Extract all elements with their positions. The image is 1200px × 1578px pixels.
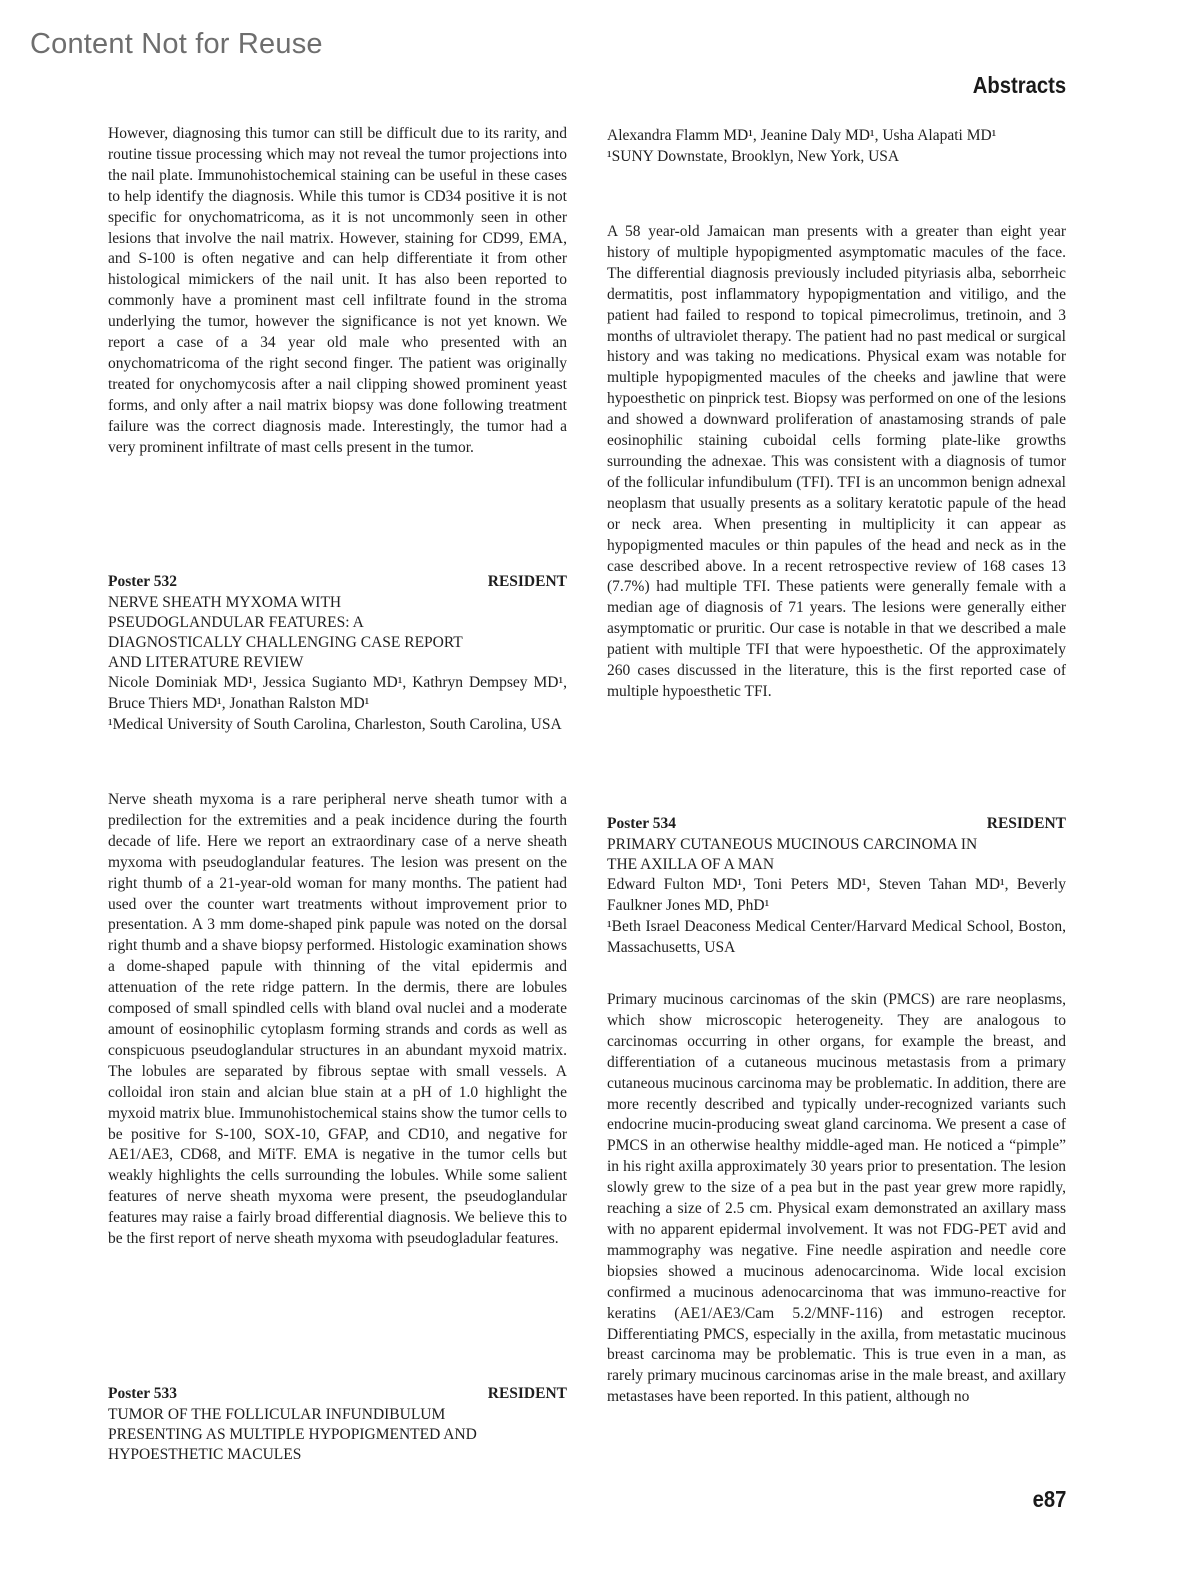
watermark: Content Not for Reuse [30, 28, 323, 60]
poster-header [108, 572, 567, 593]
title-line: PSEUDOGLANDULAR FEATURES: A [108, 613, 364, 631]
abstract-paragraph: Primary mucinous carcinomas of the skin (PMCS) are rare neoplasms, which show microscopic heterogeneity. They are analogous to carcinomas occurring in other organs, for example the breast, and differentiation of a cutaneous mucinous metastasis from a primary cutaneous mucinous carcinoma may be problematic. In addition, there are more recently described and typically under-recognized variants such endocrine mucin-producing sweat gland carcinoma. We present a case of PMCS in an otherwise healthy middle-aged man. He noticed a “pimple” in his right axilla approximately 30 years prior to presentation. The lesion slowly grew to the size of a pea but in the past year grew more rapidly, reaching a size of 2.5 cm. Physical exam demonstrated an axillary mass with no apparent epidermal involvement. It was not FDG-PET avid and mammography was negative. Fine needle aspiration and needle core biopsies showed a mucinous adenocarcinoma. Wide local excision confirmed a mucinous adenocarcinoma that was immuno-reactive for keratins (AE1/AE3/Cam 5.2/MNF-116) and estrogen receptor. Differentiating PMCS, especially in the axilla, from metastatic mucinous breast carcinoma may be problematic. This is true even in a man, as rarely primary mucinous carcinomas arise in the male breast, and axillary metastases have been reported. In this patient, although no [607, 991, 1066, 1406]
authors: Nicole Dominiak MD¹, Jessica Sugianto MD¹, Kathryn Dempsey MD¹, Bruce Thiers MD¹, Jonathan Ralston MD¹ [108, 673, 567, 712]
title-line: DIAGNOSTICALLY CHALLENGING CASE REPORT [108, 633, 463, 651]
poster-label: Poster 532 [108, 573, 178, 590]
continued-abstract [108, 124, 567, 459]
section-header: Abstracts [972, 72, 1066, 98]
abstract-title [607, 835, 1066, 875]
authors: Alexandra Flamm MD¹, Jeanine Daly MD¹, Usha Alapati MD¹ [607, 127, 997, 144]
affiliation: ¹Beth Israel Deaconess Medical Center/Harvard Medical School, Boston, Massachusetts, USA [607, 917, 1066, 956]
authors: Edward Fulton MD¹, Toni Peters MD¹, Steven Tahan MD¹, Beverly Faulkner Jones MD, PhD¹ [607, 875, 1066, 914]
poster-label: Poster 534 [607, 815, 677, 832]
poster-533-continued [607, 126, 1066, 168]
abstract-title [108, 1405, 567, 1465]
title-line: THE AXILLA OF A MAN [607, 855, 775, 873]
poster-header [108, 1384, 567, 1405]
poster-label: Poster 533 [108, 1385, 178, 1402]
affiliation: ¹Medical University of South Carolina, Charleston, South Carolina, USA [108, 715, 562, 733]
affiliation: ¹SUNY Downstate, Brooklyn, New York, USA [607, 147, 900, 165]
resident-badge: RESIDENT [487, 1385, 567, 1402]
title-line: NERVE SHEATH MYXOMA WITH [108, 593, 342, 611]
poster-533-body [607, 222, 1066, 703]
resident-badge: RESIDENT [487, 573, 567, 590]
title-line: HYPOESTHETIC MACULES [108, 1445, 302, 1463]
poster-533 [108, 1384, 567, 1465]
abstract-title [108, 593, 567, 673]
title-line: PRESENTING AS MULTIPLE HYPOPIGMENTED AND [108, 1425, 477, 1443]
abstract-paragraph: Nerve sheath myxoma is a rare peripheral nerve sheath tumor with a predilection for the extremities and a peak incidence during the fourth decade of life. Here we report an extraordinary case of a nerve sheath myxoma with pseudoglandular features. The lesion was present on the right thumb of a 21-year-old woman for many months. The patient had used over the counter wart treatments without improvement prior to presentation. A 3 mm dome-shaped pink papule was noted on the dorsal right thumb and a shave biopsy performed. Histologic examination shows a dome-shaped papule with thinning of the vital epidermis and attenuation of the rete ridge pattern. In the dermis, there are lobules composed of small spindled cells with bland oval nuclei and a moderate amount of eosinophilic cytoplasm forming strands and cords as well as conspicuous pseudoglandular structures in an abundant myxoid matrix. The lobules are separated by fibrous septae with small vessels. A colloidal iron stain and alcian blue stain at a pH of 1.0 highlight the myxoid matrix blue. Immunohistochemical stains show the tumor cells to be positive for S-100, SOX-10, GFAP, and CD10, and negative for AE1/AE3, CD68, and MiTF. EMA is negative in the tumor cells but weakly highlights the cells surrounding the lobules. While some salient features of nerve sheath myxoma were present, the pseudoglandular features may raise a fairly broad differential diagnosis. We believe this to be the first report of nerve sheath myxoma with pseudogladular features. [108, 791, 567, 1248]
poster-534 [607, 814, 1066, 959]
poster-532-body [108, 790, 567, 1250]
abstract-paragraph: However, diagnosing this tumor can still be difficult due to its rarity, and routine tissue processing which may not reveal the tumor projections into the nail plate. Immunohistochemical staining can be useful in these cases to help identify the diagnosis. While this tumor is CD34 positive it is not specific for onychomatricoma, as it is not uncommonly seen in other lesions that involve the nail matrix. However, staining for CD99, EMA, and S-100 is often negative and can help differentiate it from other histological mimickers of the nail unit. It has also been reported to commonly have a prominent mast cell infiltrate found in the stroma underlying the tumor, however the significance is not yet known. We report a case of a 34 year old male who presented with an onychomatricoma of the right second finger. The patient was originally treated for onychomycosis after a nail clipping showed prominent yeast forms, and only after a nail matrix biopsy was done following treatment failure was the correct diagnosis made. Interestingly, the tumor had a very prominent infiltrate of mast cells present in the tumor. [108, 125, 567, 456]
abstract-paragraph: A 58 year-old Jamaican man presents with a greater than eight year history of multiple hypopigmented asymptomatic macules of the face. The differential diagnosis previously included pityriasis alba, seborrheic dermatitis, post inflammatory hypopigmentation and vitiligo, and the patient had failed to respond to topical pimecrolimus, tretinoin, and 3 months of ultraviolet therapy. The patient had no past medical or surgical history and was taking no medications. Physical exam was notable for multiple hypopigmented macules of the cheeks and jawline that were hypoesthetic on pinprick test. Biopsy was performed on one of the lesions and showed a downward proliferation of anastamosing strands of pale eosinophilic staining cuboidal cells forming plate-like growths surrounding the adnexae. This was consistent with a diagnosis of tumor of the follicular infundibulum (TFI). TFI is an uncommon benign adnexal neoplasm that usually presents as a solitary keratotic papule of the head or neck area. When presenting in multiplicity it can appear as hypopigmented macules or thin papules of the head and neck as in the case described above. In a recent retrospective review of 168 cases 13 (7.7%) had multiple TFI. These patients were generally female with a median age of diagnosis of 71 years. The lesions were generally either asymptomatic or pruritic. Our case is notable in that we described a male patient with multiple TFI that were hypoesthetic. Of the approximately 260 cases discussed in the literature, this is the first reported case of multiple hypoesthetic TFI. [607, 223, 1066, 700]
title-line: AND LITERATURE REVIEW [108, 653, 304, 671]
title-line: PRIMARY CUTANEOUS MUCINOUS CARCINOMA IN [607, 835, 978, 853]
page-number: e87 [1032, 1486, 1066, 1512]
poster-534-body [607, 990, 1066, 1408]
title-line: TUMOR OF THE FOLLICULAR INFUNDIBULUM [108, 1405, 446, 1423]
poster-532 [108, 572, 567, 736]
poster-header [607, 814, 1066, 835]
resident-badge: RESIDENT [986, 815, 1066, 832]
